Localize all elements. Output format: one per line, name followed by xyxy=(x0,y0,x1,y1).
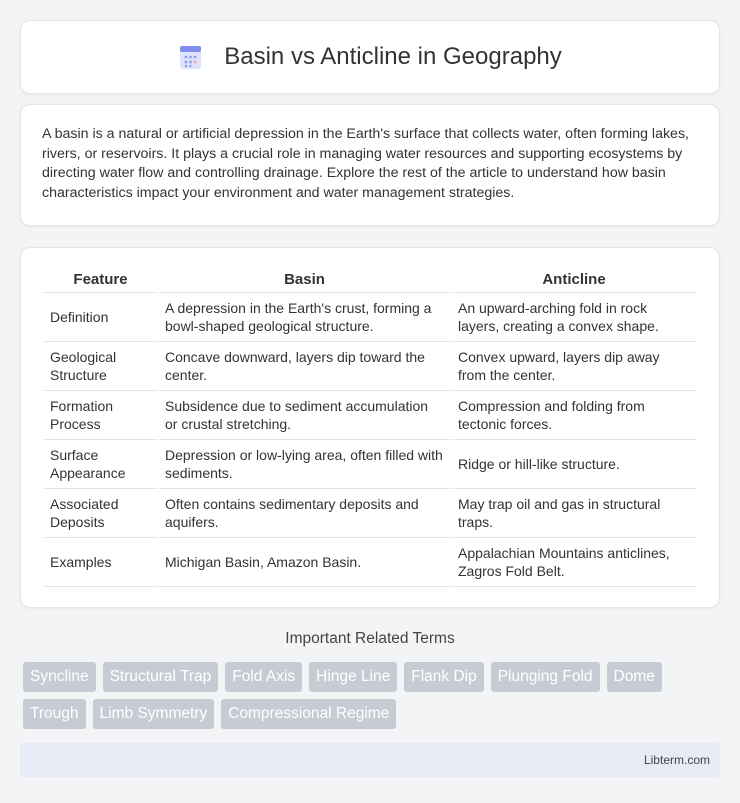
footer xyxy=(20,743,720,777)
table-row xyxy=(44,440,696,489)
feature-cell: Surface Appearance xyxy=(44,440,157,489)
table-row xyxy=(44,391,696,440)
related-term-tag[interactable]: Syncline xyxy=(23,662,96,692)
intro-text: A basin is a natural or artificial depression in the Earth's surface that collects water, often forming lakes, rivers, or reservoirs. It plays a crucial role in managing water resources and supporting ecosystems by directing water flow and controlling drainage. Explore the rest of the article to understand how basin characteristics impact your environment and water management strategies. xyxy=(42,126,689,201)
related-term-tag[interactable]: Plunging Fold xyxy=(491,662,600,692)
anticline-cell: Compression and folding from tectonic forces. xyxy=(452,391,696,440)
table-header-row xyxy=(44,266,696,293)
title-card xyxy=(20,20,720,94)
related-terms-heading: Important Related Terms xyxy=(285,630,455,647)
related-term-tag[interactable]: Dome xyxy=(607,662,662,692)
footer-site-link[interactable]: Libterm.com xyxy=(643,753,710,767)
related-term-tag[interactable]: Structural Trap xyxy=(103,662,219,692)
comparison-table xyxy=(42,266,698,587)
column-header-basin: Basin xyxy=(159,266,450,293)
feature-cell: Examples xyxy=(44,538,157,587)
anticline-cell: Convex upward, layers dip away from the center. xyxy=(452,342,696,391)
table-row xyxy=(44,293,696,342)
comparison-table-card xyxy=(20,247,720,608)
basin-cell: Michigan Basin, Amazon Basin. xyxy=(159,538,450,587)
related-term-tag[interactable]: Flank Dip xyxy=(404,662,483,692)
related-term-tag[interactable]: Fold Axis xyxy=(225,662,302,692)
basin-cell: Concave downward, layers dip toward the center. xyxy=(159,342,450,391)
column-header-feature: Feature xyxy=(44,266,157,293)
anticline-cell: Appalachian Mountains anticlines, Zagros Fold Belt. xyxy=(452,538,696,587)
table-row xyxy=(44,538,696,587)
anticline-cell: An upward-arching fold in rock layers, creating a convex shape. xyxy=(452,293,696,342)
related-term-tag[interactable]: Compressional Regime xyxy=(221,699,396,729)
basin-cell: Depression or low-lying area, often filled with sediments. xyxy=(159,440,450,489)
feature-cell: Formation Process xyxy=(44,391,157,440)
feature-cell: Geological Structure xyxy=(44,342,157,391)
table-row xyxy=(44,342,696,391)
anticline-cell: Ridge or hill-like structure. xyxy=(452,440,696,489)
feature-cell: Definition xyxy=(44,293,157,342)
anticline-cell: May trap oil and gas in structural traps. xyxy=(452,489,696,538)
table-row xyxy=(44,489,696,538)
basin-cell: Subsidence due to sediment accumulation or crustal stretching. xyxy=(159,391,450,440)
feature-cell: Associated Deposits xyxy=(44,489,157,538)
intro-card xyxy=(20,104,720,226)
page-title: Basin vs Anticline in Geography xyxy=(224,43,562,70)
related-term-tag[interactable]: Hinge Line xyxy=(309,662,397,692)
related-term-tag[interactable]: Trough xyxy=(23,699,86,729)
document-icon xyxy=(178,43,204,71)
related-term-tag[interactable]: Limb Symmetry xyxy=(93,699,215,729)
column-header-anticline: Anticline xyxy=(452,266,696,293)
basin-cell: A depression in the Earth's crust, forming a bowl-shaped geological structure. xyxy=(159,293,450,342)
basin-cell: Often contains sedimentary deposits and aquifers. xyxy=(159,489,450,538)
related-terms-list xyxy=(20,662,720,729)
